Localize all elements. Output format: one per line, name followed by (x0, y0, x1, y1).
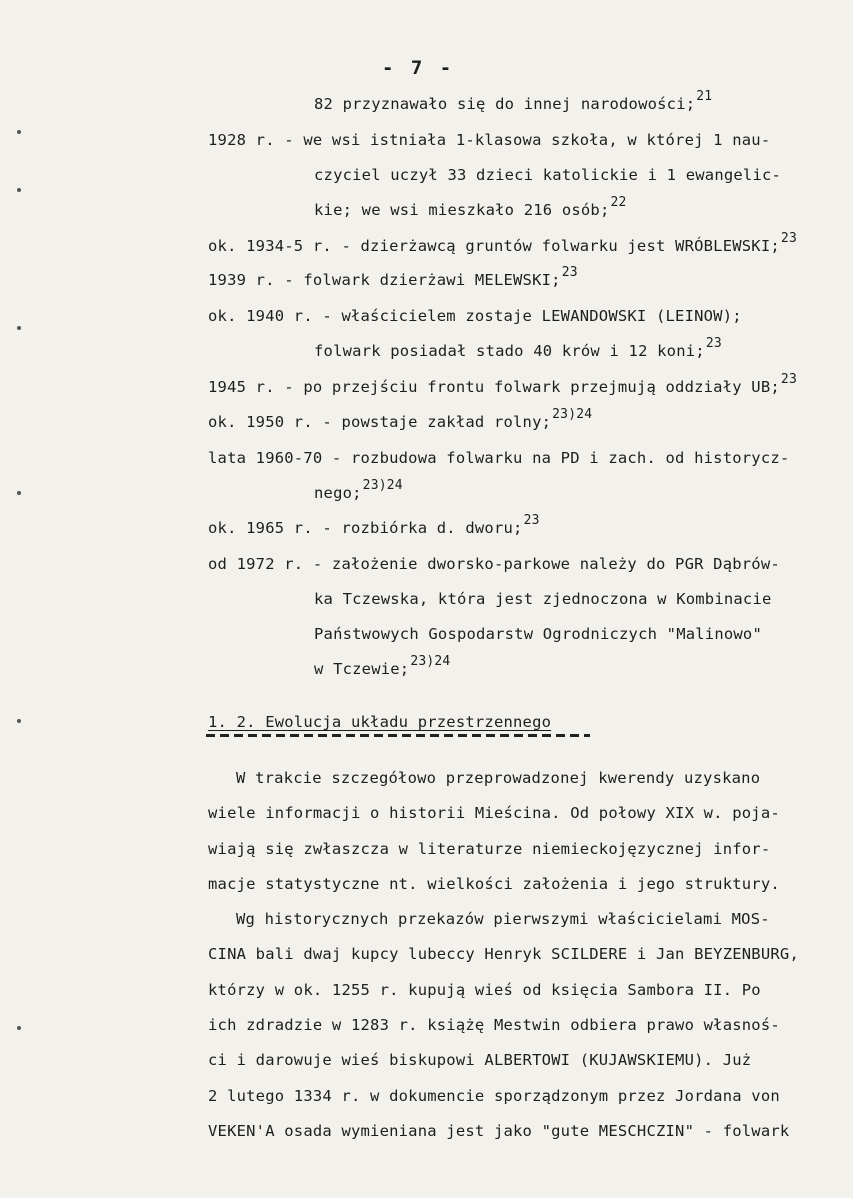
chronology-line (314, 336, 722, 363)
section-heading: 1. 2. Ewolucja układu przestrzennego (208, 713, 552, 731)
body-line: Wg historycznych przekazów pierwszymi właścicielami MOS- (236, 910, 770, 928)
body-line: W trakcie szczegółowo przeprowadzonej kwerendy uzyskano (236, 769, 761, 787)
body-line: 2 lutego 1334 r. w dokumencie sporządzonym przez Jordana von (208, 1087, 780, 1105)
body-line: ci i darowuje wieś biskupowi ALBERTOWI (KUJAWSKIEMU). Już (208, 1051, 752, 1069)
footnote-ref: 23 (780, 372, 797, 387)
footnote-ref: 23 (780, 231, 797, 246)
body-line: wiele informacji o historii Mieścina. Od połowy XIX w. poja- (208, 804, 780, 822)
line-text: 1939 r. - folwark dzierżawi MELEWSKI; (208, 271, 561, 289)
body-line: ich zdradzie w 1283 r. książę Mestwin odbiera prawo własnoś- (208, 1016, 780, 1034)
chronology-line (314, 165, 781, 185)
line-text: w Tczewie; (314, 660, 410, 678)
body-line: CINA bali dwaj kupcy lubeccy Henryk SCILDERE i Jan BEYZENBURG, (208, 945, 799, 963)
page-number: - 7 - (382, 57, 455, 79)
margin-dot (17, 1026, 21, 1030)
dashed-underline (206, 734, 590, 737)
margin-dot (17, 130, 21, 134)
line-text: ok. 1965 r. - rozbiórka d. dworu; (208, 519, 523, 537)
chronology-line (208, 513, 540, 540)
margin-dot (17, 719, 21, 723)
body-line: macje statystyczne nt. wielkości założenia i jego struktury. (208, 875, 780, 893)
margin-dot (17, 491, 21, 495)
chronology-line (208, 554, 780, 574)
chronology-line (208, 407, 593, 434)
line-text: czyciel uczył 33 dzieci katolickie i 1 ewangelic- (314, 166, 782, 184)
line-text: folwark posiadał stado 40 krów i 12 koni; (314, 342, 705, 360)
chronology-line (208, 306, 742, 326)
chronology-line (314, 624, 762, 644)
chronology-line (208, 231, 797, 258)
line-text: 82 przyznawało się do innej narodowości; (314, 95, 696, 113)
footnote-ref: 23)24 (410, 654, 451, 669)
chronology-line (314, 89, 713, 116)
line-text: lata 1960-70 - rozbudowa folwarku na PD i zach. od historycz- (208, 449, 790, 467)
line-text: nego; (314, 484, 362, 502)
line-text: ok. 1934-5 r. - dzierżawcą gruntów folwarku jest WRÓBLEWSKI; (208, 237, 780, 255)
line-text: od 1972 r. - założenie dworsko-parkowe należy do PGR Dąbrów- (208, 555, 780, 573)
chronology-line (314, 654, 451, 681)
chronology-line (208, 130, 770, 150)
chronology-line (208, 372, 797, 399)
footnote-ref: 23)24 (362, 478, 403, 493)
footnote-ref: 23 (523, 513, 540, 528)
body-line: VEKEN'A osada wymieniana jest jako "gute MESCHCZIN" - folwark (208, 1122, 790, 1140)
margin-dot (17, 188, 21, 192)
line-text: Państwowych Gospodarstw Ogrodniczych "Malinowo" (314, 625, 762, 643)
chronology-line (208, 265, 578, 292)
body-line: którzy w ok. 1255 r. kupują wieś od księcia Sambora II. Po (208, 981, 761, 999)
chronology-line (314, 195, 627, 222)
chronology-line (314, 589, 772, 609)
line-text: kie; we wsi mieszkało 216 osób; (314, 201, 610, 219)
margin-dot (17, 326, 21, 330)
line-text: ka Tczewska, która jest zjednoczona w Kombinacie (314, 590, 772, 608)
line-text: ok. 1950 r. - powstaje zakład rolny; (208, 413, 552, 431)
footnote-ref: 22 (610, 195, 627, 210)
body-line: wiają się zwłaszcza w literaturze niemieckojęzycznej infor- (208, 840, 771, 858)
footnote-ref: 23 (561, 265, 578, 280)
line-text: ok. 1940 r. - właścicielem zostaje LEWANDOWSKI (LEINOW); (208, 307, 742, 325)
chronology-line (314, 478, 403, 505)
footnote-ref: 21 (696, 89, 713, 104)
line-text: 1928 r. - we wsi istniała 1-klasowa szkoła, w której 1 nau- (208, 131, 771, 149)
chronology-line (208, 448, 789, 468)
footnote-ref: 23)24 (552, 407, 593, 422)
line-text: 1945 r. - po przejściu frontu folwark przejmują oddziały UB; (208, 378, 780, 396)
footnote-ref: 23 (705, 336, 722, 351)
